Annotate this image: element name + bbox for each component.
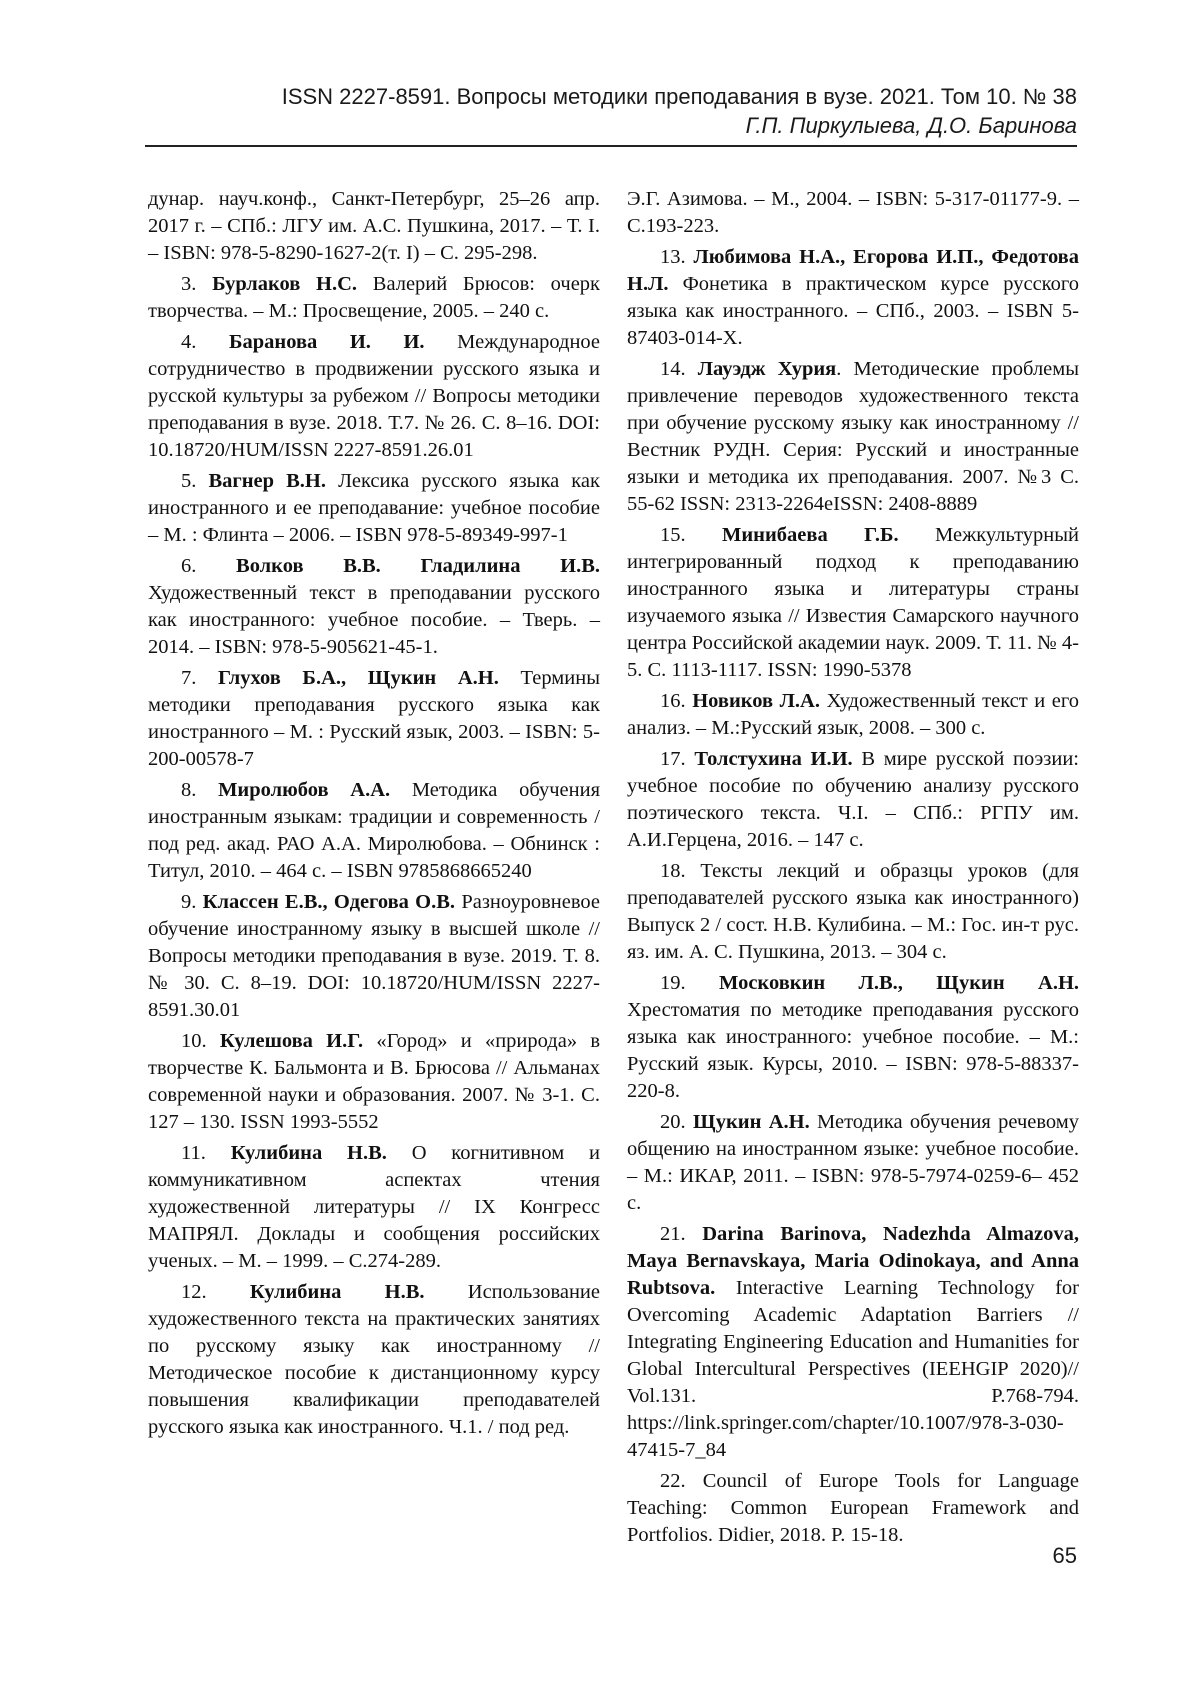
reference-entry — [148, 186, 600, 267]
reference-author: Миролюбов А.А. — [218, 779, 391, 801]
reference-number: 6. — [181, 555, 197, 577]
header-rule — [145, 145, 1077, 147]
reference-entry — [148, 329, 600, 464]
reference-number: 22. — [660, 1470, 686, 1492]
reference-entry — [627, 1221, 1079, 1464]
reference-number: 19. — [660, 972, 686, 994]
reference-author: Бурлаков Н.С. — [212, 273, 358, 295]
reference-author: Лауэдж Хурия — [697, 358, 837, 380]
reference-author: Кулибина Н.В. — [249, 1281, 425, 1303]
reference-entry — [627, 688, 1079, 742]
reference-author: Минибаева Г.Б. — [722, 524, 899, 546]
reference-text: Художественный текст и его анализ. – М.:Русский язык, 2008. – 300 с. — [627, 690, 1080, 739]
reference-text: Методика обучения иностранным языкам: традиции и современность / под ред. акад. РАО А.А. Миролюбова. – Обнинск : Титул, 2010. – 464 с. – ISBN 9785868665240 — [148, 779, 601, 882]
reference-entry — [627, 858, 1079, 966]
running-header — [145, 82, 1077, 140]
reference-entry — [627, 356, 1079, 518]
reference-number: 18. — [660, 860, 686, 882]
reference-text: дунар. науч.конф., Санкт-Петербург, 25–26 апр. 2017 г. – СПб.: ЛГУ им. А.С. Пушкина, 2017. – Т. I. – ISBN: 978-5-8290-1627-2(т. I) – С. 295-298. — [148, 188, 600, 264]
reference-number: 7. — [181, 667, 197, 689]
reference-entry — [627, 1468, 1079, 1549]
reference-author: Щукин А.Н. — [692, 1111, 810, 1133]
reference-column-right — [627, 186, 1079, 1553]
reference-entry — [627, 522, 1079, 684]
reference-entry — [148, 271, 600, 325]
reference-number: 4. — [181, 331, 197, 353]
reference-entry — [627, 186, 1079, 240]
reference-author: Московкин Л.В., Щукин А.Н. — [718, 972, 1080, 994]
reference-number: 13. — [660, 246, 686, 268]
reference-text: Использование художественного текста на практических занятиях по русскому языку как иностранному // Методическое пособие к дистанционному курсу повышения квалификации преподавателей русского языка как иностранного. Ч.1. / под ред. — [148, 1281, 600, 1438]
reference-text: Валерий Брюсов: очерк творчества. – М.: Просвещение, 2005. – 240 с. — [148, 273, 601, 322]
reference-entry — [148, 468, 600, 549]
reference-number: 17. — [660, 748, 686, 770]
reference-entry — [148, 553, 600, 661]
reference-text: . Методические проблемы привлечение переводов художественного текста при обучение русскому языку как иностранному // Вестник РУДН. Серия: Русский и иностранные языки и методика их преподавания. 2007. №3 С. 55-62 ISSN: 2313-2264eISSN: 2408-8889 — [627, 358, 1080, 515]
reference-text: Художественный текст в преподавании русского как иностранного: учебное пособие. – Тверь. – 2014. – ISBN: 978-5-905621-45-1. — [148, 582, 600, 658]
reference-number: 3. — [181, 273, 197, 295]
reference-number: 11. — [181, 1142, 206, 1164]
reference-text: Хрестоматия по методике преподавания русского языка как иностранного: учебное пособие. – М.: Русский язык. Курсы, 2010. – ISBN: 978-5-88337-220-8. — [627, 999, 1079, 1102]
reference-text: Международное сотрудничество в продвижении русского языка и русской культуры за рубежом // Вопросы методики преподавания в вузе. 2018. Т.7. № 26. С. 8–16. DOI: 10.18720/HUM/ISSN 2227-8591.26.01 — [148, 331, 601, 461]
reference-number: 5. — [181, 470, 197, 492]
reference-author: Толстухина И.И. — [694, 748, 853, 770]
reference-author: Любимова Н.А., Егорова И.П., Федотова Н.Л. — [627, 246, 1080, 295]
reference-entry — [627, 970, 1079, 1105]
reference-entry — [148, 1028, 600, 1136]
reference-number: 21. — [660, 1223, 686, 1245]
reference-text: Э.Г. Азимова. – М., 2004. – ISBN: 5-317-01177-9. – С.193-223. — [627, 188, 1079, 237]
reference-entry — [148, 1279, 600, 1441]
page-number: 65 — [1052, 1543, 1077, 1568]
reference-author: Баранова И. И. — [228, 331, 425, 353]
journal-info: ISSN 2227-8591. Вопросы методики преподавания в вузе. 2021. Том 10. № 38 — [281, 84, 1077, 109]
reference-text: О когнитивном и коммуникативном аспектах чтения художественной литературы // IX Конгресс МАПРЯЛ. Доклады и сообщения российских ученых. – М. – 1999. – С.274-289. — [148, 1142, 601, 1272]
reference-text: Разноуровневое обучение иностранному языку в высшей школе // Вопросы методики преподавания в вузе. 2019. Т. 8. № 30. С. 8–19. DOI: 10.18720/HUM/ISSN 2227-8591.30.01 — [148, 891, 601, 1021]
reference-text: «Город» и «природа» в творчестве К. Бальмонта и В. Брюсова // Альманах современной науки и образования. 2007. № 3-1. С. 127 – 130. ISSN 1993-5552 — [148, 1030, 601, 1133]
reference-text: Лексика русского языка как иностранного и ее преподавание: учебное пособие – М. : Флинта – 2006. – ISBN 978-5-89349-997-1 — [148, 470, 600, 546]
reference-entry — [627, 746, 1079, 854]
reference-text: Council of Europe Tools for Language Teaching: Common European Framework and Portfolios. Didier, 2018. P. 15-18. — [627, 1470, 1079, 1546]
reference-entry — [627, 1109, 1079, 1217]
reference-entry — [148, 777, 600, 885]
reference-author: Волков В.В. Гладилина И.В. — [236, 555, 600, 577]
reference-number: 12. — [181, 1281, 207, 1303]
reference-number: 16. — [660, 690, 686, 712]
reference-author: Кулибина Н.В. — [230, 1142, 387, 1164]
reference-number: 8. — [181, 779, 197, 801]
article-authors: Г.П. Пиркулыева, Д.О. Баринова — [745, 113, 1077, 138]
reference-text: Методика обучения речевому общению на иностранном языке: учебное пособие. – М.: ИКАР, 2011. – ISBN: 978-5-7974-0259-6– 452 с. — [627, 1111, 1079, 1214]
reference-author: Новиков Л.А. — [692, 690, 820, 712]
reference-text: Interactive Learning Technology for Overcoming Academic Adaptation Barriers // Integrating Engineering Education and Humanities for Global Intercultural Perspectives (IEEHGIP 2020)// Vol.131. P.768-794. https://link.springer.com/chapter/10.1007/978-3-030-47415-7_84 — [627, 1277, 1079, 1461]
reference-entry — [148, 1140, 600, 1275]
reference-text: Фонетика в практическом курсе русского языка как иностранного. – СПб., 2003. – ISBN 5-87403-014-Х. — [627, 273, 1080, 349]
reference-number: 20. — [660, 1111, 686, 1133]
reference-number: 10. — [181, 1030, 207, 1052]
reference-author: Кулешова И.Г. — [219, 1030, 364, 1052]
reference-number: 14. — [660, 358, 686, 380]
reference-text: В мире русской поэзии: учебное пособие по обучению анализу русского поэтического текста. Ч.I. – СПб.: РГПУ им. А.И.Герцена, 2016. – 147 с. — [627, 748, 1079, 851]
reference-entry — [627, 244, 1079, 352]
reference-entry — [148, 889, 600, 1024]
reference-text: Тексты лекций и образцы уроков (для преподавателей русского языка как иностранного) Выпуск 2 / сост. Н.В. Кулибина. – М.: Гос. ин-т рус. яз. им. А. С. Пушкина, 2013. – 304 с. — [627, 860, 1079, 963]
reference-author: Darina Barinova, Nadezhda Almazova, Maya Bernavskaya, Maria Odinokaya, and Anna Rubtsova. — [627, 1223, 1079, 1299]
reference-author: Классен Е.В., Одегова О.В. — [202, 891, 456, 913]
reference-author: Глухов Б.А., Щукин А.Н. — [218, 667, 499, 689]
reference-column-left — [148, 186, 600, 1445]
reference-author: Вагнер В.Н. — [208, 470, 326, 492]
reference-text: Межкультурный интегрированный подход к преподаванию иностранного языка и литературы страны изучаемого языка // Известия Самарского научного центра Российской академии наук. 2009. Т. 11. № 4-5. С. 1113-1117. ISSN: 1990-5378 — [627, 524, 1079, 681]
reference-number: 9. — [181, 891, 197, 913]
reference-text: Термины методики преподавания русского языка как иностранного – М. : Русский язык, 2003. – ISBN: 5-200-00578-7 — [148, 667, 600, 770]
reference-number: 15. — [660, 524, 686, 546]
reference-entry — [148, 665, 600, 773]
